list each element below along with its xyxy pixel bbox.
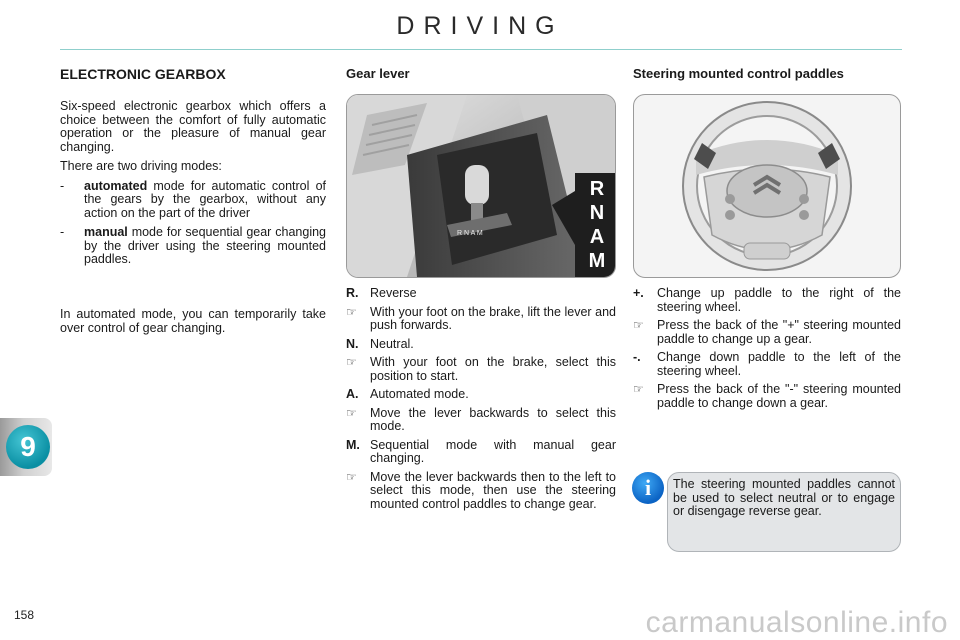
- section-title: ELECTRONIC GEARBOX: [60, 66, 226, 82]
- gear-item-reverse: R. Reverse: [346, 286, 417, 300]
- info-text: The steering mounted paddles cannot be used to select neutral or to engage or disengage reverse gear.: [673, 477, 895, 518]
- gear-lever-illustration: [346, 94, 616, 278]
- steering-wheel-illustration: [633, 94, 901, 278]
- paddle-instruction: ☞ Press the back of the "+" steering mounted paddle to change up a gear.: [633, 318, 901, 346]
- paddles-heading: Steering mounted control paddles: [633, 66, 844, 81]
- mode-term: automated: [84, 178, 148, 193]
- gear-item-neutral: N. Neutral.: [346, 336, 414, 351]
- paddle-instruction: ☞ Press the back of the "-" steering mounted paddle to change down a gear.: [633, 382, 901, 410]
- paddle-item-up: +. Change up paddle to the right of the steering wheel.: [633, 286, 901, 314]
- paddles-list: [633, 287, 901, 415]
- temporary-control-note: In automated mode, you can temporarily take over control of gear changing.: [60, 307, 326, 335]
- paddle-item-down: -. Change down paddle to the left of the steering wheel.: [633, 350, 901, 378]
- pointing-hand-icon: ☞: [633, 318, 644, 332]
- intro-paragraph: Six-speed electronic gearbox which offers a choice between the comfort of fully automatic operation or the pleasure of manual gear changing.: [60, 99, 326, 154]
- pointing-hand-icon: ☞: [633, 382, 644, 396]
- gear-instruction: ☞ Move the lever backwards to select this mode.: [346, 405, 616, 433]
- watermark: carmanualsonline.info: [645, 606, 948, 639]
- mode-description: mode for automatic control of the gears by the gearbox, without any action on the part of the driver: [84, 178, 326, 220]
- pointing-hand-icon: ☞: [346, 304, 357, 319]
- intro-column: [60, 100, 326, 273]
- chapter-number-badge: 9: [6, 425, 50, 469]
- mode-item-manual: - manual mode for sequential gear changing by the driver using the steering mounted paddles.: [60, 225, 326, 266]
- gear-item-automated: A. Automated mode.: [346, 387, 469, 401]
- gear-instruction: ☞ Move the lever backwards then to the left to select this mode, then use the steering mounted control paddles to change gear.: [346, 469, 616, 511]
- gear-item-manual: M. Sequential mode with manual gear changing.: [346, 437, 616, 465]
- info-icon: i: [632, 472, 664, 504]
- gear-instruction: ☞ With your foot on the brake, lift the lever and push forwards.: [346, 304, 616, 332]
- mode-term: manual: [84, 225, 128, 239]
- gear-lever-heading: Gear lever: [346, 66, 410, 81]
- gear-instruction: ☞ With your foot on the brake, select this position to start.: [346, 355, 616, 383]
- page-number: 158: [14, 608, 35, 622]
- svg-text:R N A M: R N A M: [457, 230, 483, 237]
- pointing-hand-icon: ☞: [346, 405, 357, 420]
- page-header-title: DRIVING: [396, 12, 564, 40]
- pointing-hand-icon: ☞: [346, 469, 357, 484]
- gear-lever-list: [346, 287, 616, 516]
- gear-position-letters: R N A M: [588, 178, 606, 272]
- pointing-hand-icon: ☞: [346, 355, 357, 369]
- header-divider: [60, 49, 902, 50]
- mode-item-automated: - automated mode for automatic control of the gears by the gearbox, without any action on the part of the driver: [60, 178, 326, 220]
- mode-description: mode for sequential gear changing by the driver using the steering mounted paddles.: [84, 225, 326, 266]
- modes-intro: There are two driving modes:: [60, 159, 222, 173]
